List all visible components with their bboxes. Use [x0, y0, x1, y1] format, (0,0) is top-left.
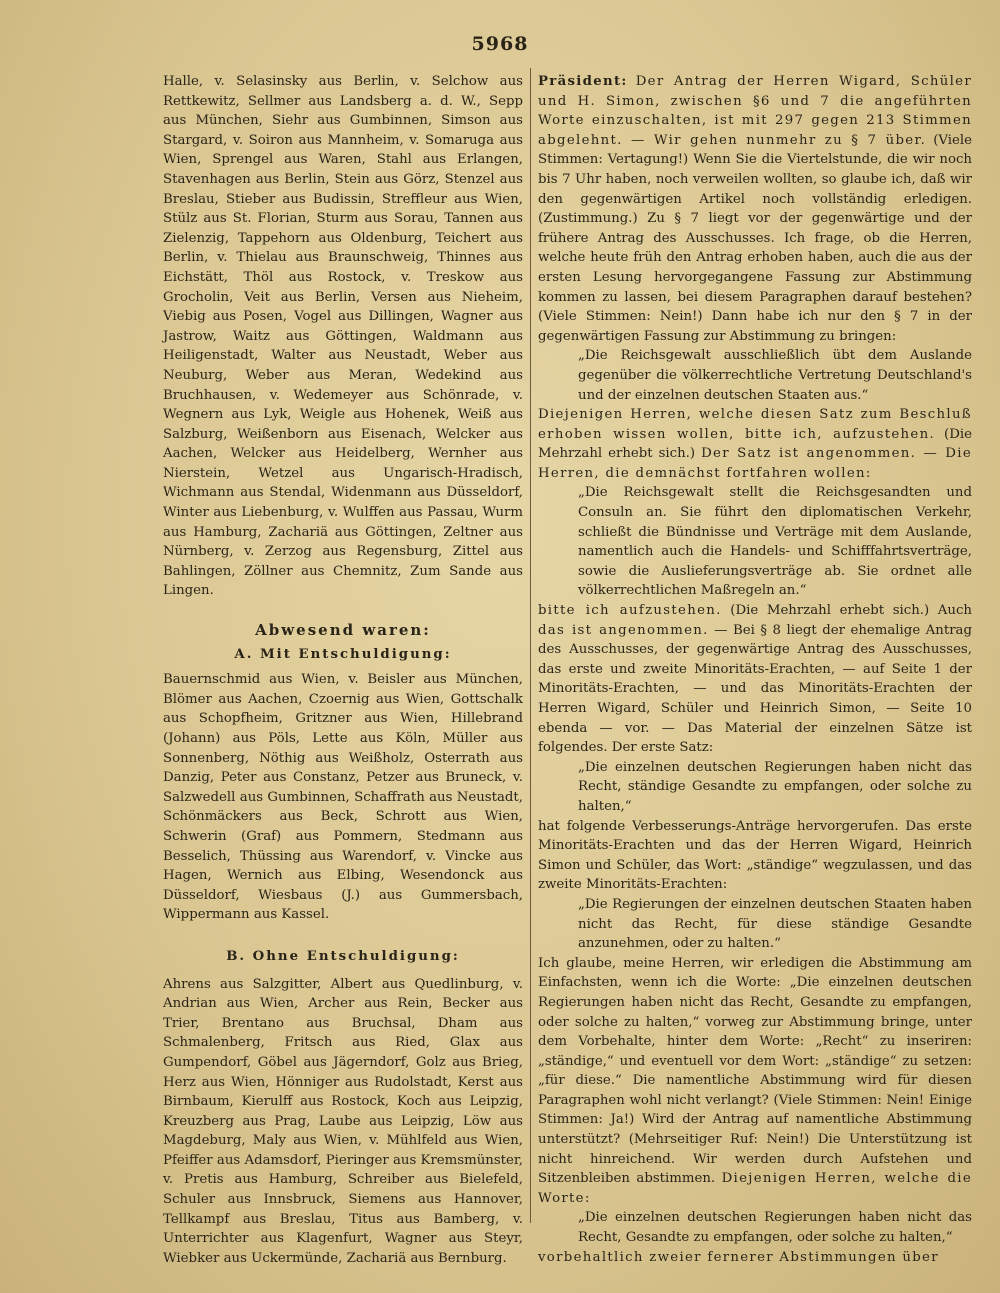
page-number: 5968 [471, 33, 529, 55]
amendments-paragraph: hat folgende Verbesserungs-Anträge hervorgerufen. Das erste Minoritäts-Erachten und das der Herren Wigard, Heinrich Simon und Schüler, das Wort: „ständige“ wegzulassen, und das zweite Minoritäts-Erachten: [538, 818, 972, 893]
column-divider [530, 68, 531, 1223]
procedure-paragraph [538, 954, 972, 1209]
vote-call-1-reaction: (Die Mehrzahl erhebt sich.) [538, 426, 972, 462]
president-text: (Viele Stimmen: Vertagung!) Wenn Sie die Viertelstunde, die wir noch bis 7 Uhr haben, noch verweilen wollten, so glaube ich, daß wir den gegenwärtigen Artikel noch vollständig erledigen. (Zustimmung.) Zu § 7 liegt vor der gegenwärtige und der frühere Antrag des Ausschusses. Ich frage, ob die Herren, welche heute früh den Antrag erhoben haben, auch die aus der ersten Lesung hervorgegangene Fassung zur Abstimmung kommen zu lassen, bei diesem Paragraphen darauf bestehen? (Viele Stimmen: Nein!) Dann habe ich nur den § 7 in der gegenwärtigen Fassung zur Abstimmung zu bringen: [538, 132, 972, 344]
section-a-list: Bauernschmid aus Wien, v. Beisler aus München, Blömer aus Aachen, Czoernig aus Wien, Gottschalk aus Schopfheim, Gritzner aus Wien, Hillebrand (Johann) aus Pöls, Lette aus Köln, Müller aus Sonnenberg, Nöthig aus Weißholz, Osterrath aus Danzig, Peter aus Constanz, Petzer aus Bruneck, v. Salzwedell aus Gumbinnen, Schaffrath aus Neustadt, Schönmäckers aus Beck, Schrott aus Wien, Schwerin (Graf) aus Pommern, Stedmann aus Besselich, Thüssing aus Warendorf, v. Vincke aus Hagen, Wernich aus Elbing, Wesendonck aus Düsseldorf, Wiesbaus (J.) aus Gummersbach, Wippermann aus Kassel. [163, 672, 523, 923]
quote-final: „Die einzelnen deutschen Regierungen haben nicht das Recht, Gesandte zu empfangen, oder solche zu halten,“ [578, 1210, 972, 1246]
vote-call-2-result: das ist angenommen. [538, 622, 709, 638]
final-line: vorbehaltlich zweier fernerer Abstimmungen über [538, 1249, 939, 1265]
absent-heading: Abwesend waren: [255, 621, 431, 640]
quote-reichsgesandten: „Die Reichsgewalt stellt die Reichsgesandten und Consuln an. Sie führt den diplomatischen Verkehr, schließt die Bündnisse und Verträge mit dem Auslande, namentlich auch die Handels- und Schifffahrtsverträge, sowie die Auslieferungsverträge ab. Sie ordnet alle völkerrechtlichen Maßregeln an.“ [578, 485, 972, 599]
quote-minority-opinion: „Die Regierungen der einzelnen deutschen Staaten haben nicht das Recht, für diese ständige Gesandte anzunehmen, oder zu halten.“ [578, 896, 972, 952]
section-b-list: Ahrens aus Salzgitter, Albert aus Quedlinburg, v. Andrian aus Wien, Archer aus Rein, Becker aus Trier, Brentano aus Bruchsal, Dham aus Schmalenberg, Fritsch aus Ried, Glax aus Gumpendorf, Göbel aus Jägerndorf, Golz aus Brieg, Herz aus Wien, Hönniger aus Rudolstadt, Kerst aus Birnbaum, Kierulff aus Rostock, Koch aus Leipzig, Kreuzberg aus Prag, Laube aus Leipzig, Löw aus Magdeburg, Maly aus Wien, v. Mühlfeld aus Wien, Pfeiffer aus Adamsdorf, Pieringer aus Kremsmünster, v. Pretis aus Hamburg, Schreiber aus Bielefeld, Schuler aus Innsbruck, Siemens aus Hannover, Tellkampf aus Breslau, Titus aus Bamberg, v. Unterrichter aus Klagenfurt, Wagner aus Steyr, Wiebker aus Uckermünde, Zachariä aus Bernburg. [163, 976, 523, 1266]
section-b-heading: B. Ohne Entschuldigung: [226, 948, 460, 964]
quote-first-sentence: „Die einzelnen deutschen Regierungen haben nicht das Recht, ständige Gesandte zu empfangen, oder solche zu halten,“ [578, 759, 972, 814]
vote-call-2-reaction: (Die Mehrzahl erhebt sich.) Auch [730, 603, 972, 619]
vote-call-2-text: bitte ich aufzustehen. [538, 603, 722, 619]
vote-call-1-text: Diejenigen Herren, welche diesen Satz zum Beschluß erhoben wissen wollen, bitte ich, aufzustehen. [538, 407, 972, 442]
paragraph-8-intro: — Bei § 8 liegt der ehemalige Antrag des Ausschusses, der gegenwärtige Antrag des Ausschusses, das erste und zweite Minoritäts-Erachten, — auf Seite 1 der Minoritäts-Erachten, — und das Minoritäts-Erachten der Herren Wigard, Schüler und Heinrich Simon, — Seite 10 ebenda — vor. — Das Material der einzelnen Sätze ist folgendes. Der erste Satz: [538, 622, 972, 756]
vote-call-1 [538, 405, 972, 483]
right-column [538, 72, 972, 1267]
section-a-heading: A. Mit Entschuldigung: [234, 646, 452, 662]
members-list: Halle, v. Selasinsky aus Berlin, v. Selchow aus Rettkewitz, Sellmer aus Landsberg a. d. W., Sepp aus München, Siehr aus Gumbinnen, Simson aus Stargard, v. Soiron aus Mannheim, v. Somaruga aus Wien, Sprengel aus Waren, Stahl aus Erlangen, Stavenhagen aus Berlin, Stein aus Görz, Stenzel aus Breslau, Stieber aus Budissin, Streffleur aus Wien, Stülz aus St. Florian, Sturm aus Sorau, Tannen aus Zielenzig, Tappehorn aus Oldenburg, Teichert aus Berlin, v. Thielau aus Braunschweig, Thinnes aus Eichstätt, Thöl aus Rostock, v. Treskow aus Grocholin, Veit aus Berlin, Versen aus Nieheim, Viebig aus Posen, Vogel aus Dillingen, Wagner aus Jastrow, Waitz aus Göttingen, Waldmann aus Heiligenstadt, Walter aus Neustadt, Weber aus Neuburg, Weber aus Meran, Wedekind aus Bruchhausen, v. Wedemeyer aus Schönrade, v. Wegnern aus Lyk, Weigle aus Hohenek, Weiß aus Salzburg, Weißenborn aus Eisenach, Welcker aus Aachen, Welcker aus Heidelberg, Wernher aus Nierstein, Wetzel aus Ungarisch-Hradisch, Wichmann aus Stendal, Widenmann aus Düsseldorf, Winter aus Liebenburg, v. Wulffen aus Passau, Wurm aus Hamburg, Zachariä aus Göttingen, Zeltner aus Nürnberg, v. Zerzog aus Regensburg, Zittel aus Bahlingen, Zöllner aus Chemnitz, Zum Sande aus Lingen. [163, 74, 523, 599]
vote-result-text: Der Antrag der Herren Wigard, Schüler und H. Simon, zwischen §6 und 7 die angeführten Worte einzuschalten, ist mit 297 gegen 213 Stimmen abgelehnt. — Wir gehen nunmehr zu § 7 über. [538, 74, 972, 148]
vote-call-2 [538, 601, 972, 758]
procedure-call: Diejenigen Herren, welche die Worte: [538, 1171, 972, 1206]
left-column [163, 72, 523, 1268]
speaker-label: Präsident: [538, 74, 628, 89]
quote-paragraph-7: „Die Reichsgewalt ausschließlich übt dem Auslande gegenüber die völkerrechtliche Vertretung Deutschland's und der einzelnen deutschen Staaten aus.“ [578, 348, 972, 403]
procedure-text: Ich glaube, meine Herren, wir erledigen die Abstimmung am Einfachsten, wenn ich die Worte: „Die einzelnen deutschen Regierungen haben nicht das Recht, Gesandte zu empfangen, oder solche zu halten,“ vorweg zur Abstimmung bringe, unter dem Vorbehalte, hinter dem Worte: „Recht“ zu inseriren: „ständige,“ und eventuell vor dem Wort: „ständige“ zu setzen: „für diese.“ Die namentliche Abstimmung wird für diesen Paragraphen wohl nicht verlangt? (Viele Stimmen: Nein! Einige Stimmen: Ja!) Wird der Antrag auf namentliche Abstimmung unterstützt? (Mehrseitiger Ruf: Nein!) Die Unterstützung ist nicht hinreichend. Wir werden durch Aufstehen und Sitzenbleiben abstimmen. [538, 955, 972, 1187]
vote-call-1-result: Der Satz ist angenommen. — Die Herren, die demnächst fortfahren wollen: [538, 446, 972, 481]
president-paragraph [538, 72, 972, 346]
